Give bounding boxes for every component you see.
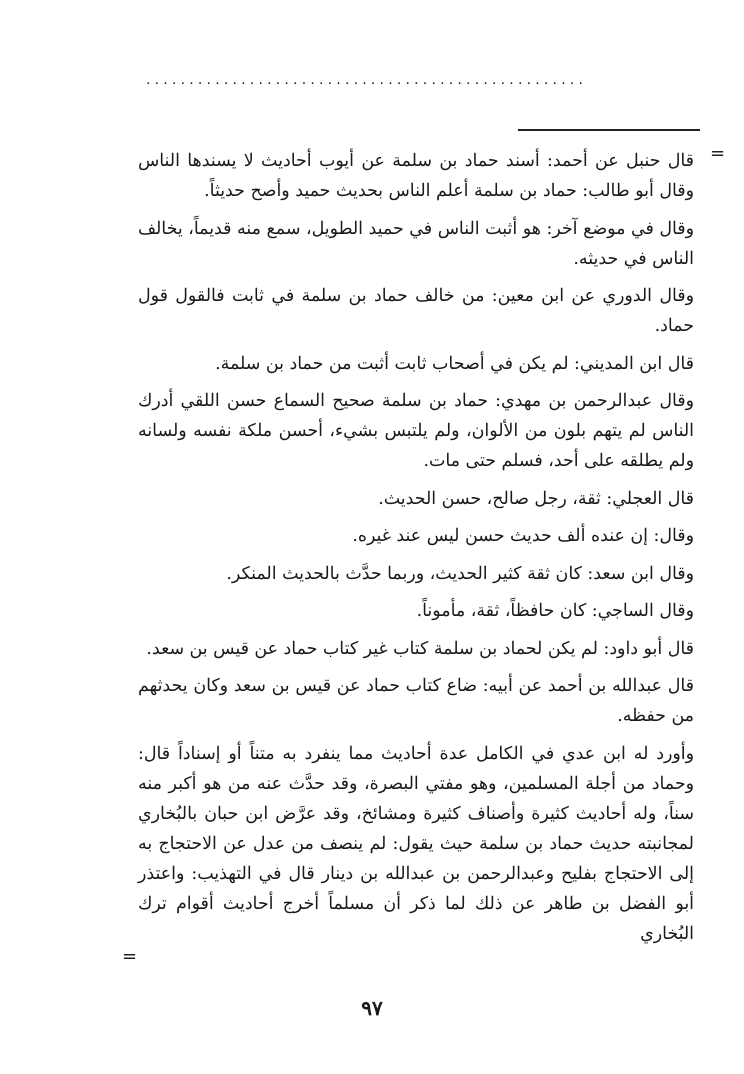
header-dotted-line: ................................................... (146, 72, 588, 88)
paragraph: وقال في موضع آخر: هو أثبت الناس في حميد الطويل، سمع منه قديماً، يخالف الناس في حديثه. (138, 218, 694, 269)
footnote-body (138, 146, 694, 956)
paragraph: وأورد له ابن عدي في الكامل عدة أحاديث مما ينفرد به متناً أو إسناداً قال: وحماد من أجلة المسلمين، وهو مفتي البصرة، وقد حدَّث عنه من هو أكبر منه سناً، وله أحاديث كثيرة وأصناف كثيرة ومشائخ، وقد عرَّض ابن حبان بالبُخاري لمجانبته حديث حماد بن سلمة حيث يقول: لم ينصف من عدل عن الاحتجاج به إلى الاحتجاج بفليح وعبدالرحمن بن عبدالله بن دينار قال في التهذيب: واعتذر أبو الفضل بن طاهر عن ذلك لما ذكر أن مسلماً أخرج أحاديث أقوام ترك البُخاري (138, 743, 694, 944)
paragraph: وقال ابن سعد: كان ثقة كثير الحديث، وربما حدَّث بالحديث المنكر. (226, 563, 694, 584)
paragraph: قال عبدالله بن أحمد عن أبيه: ضاع كتاب حماد عن قيس بن سعد وكان يحدثهم من حفظه. (138, 676, 694, 726)
footnote-separator-rule (518, 129, 700, 131)
paragraph: قال ابن المديني: لم يكن في أصحاب ثابت أثبت من حماد بن سلمة. (215, 353, 694, 374)
paragraph: وقال الساجي: كان حافظاً، ثقة، مأموناً. (416, 601, 694, 621)
continuation-mark-top: = (710, 143, 726, 164)
page-number: ٩٧ (361, 996, 383, 1020)
paragraph: قال أبو داود: لم يكن لحماد بن سلمة كتاب غير كتاب حماد عن قيس بن سعد. (146, 638, 694, 659)
continuation-mark-bottom: = (122, 946, 138, 967)
paragraph: وقال عبدالرحمن بن مهدي: حماد بن سلمة صحيح السماع حسن اللقي أدرك الناس لم يتهم بلون من الألوان، ولم يلتبس بشيء، أحسن ملكة نفسه ولسانه ولم يطلقه على أحد، فسلم حتى مات. (138, 391, 694, 471)
paragraph: وقال الدوري عن ابن معين: من خالف حماد بن سلمة في ثابت فالقول قول حماد. (138, 286, 694, 336)
paragraph: قال العجلي: ثقة، رجل صالح، حسن الحديث. (378, 488, 694, 509)
paragraph: قال حنبل عن أحمد: أسند حماد بن سلمة عن أيوب أحاديث لا يسندها الناس وقال أبو طالب: حماد بن سلمة أعلم الناس بحديث حميد وأصح حديثاً. (138, 151, 694, 201)
paragraph: وقال: إن عنده ألف حديث حسن ليس عند غيره. (352, 526, 694, 546)
